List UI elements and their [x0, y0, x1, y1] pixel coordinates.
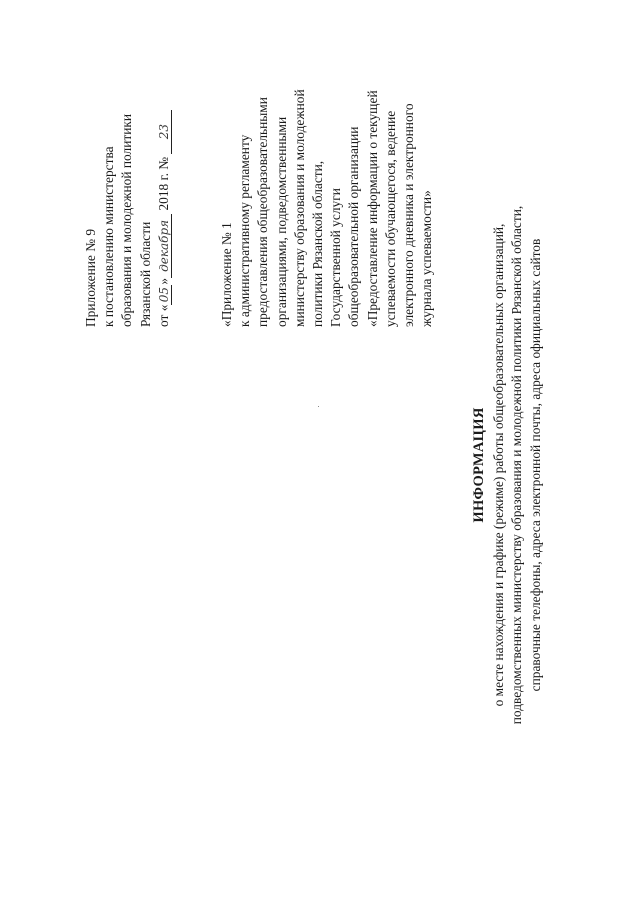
- annex-1-line: успеваемости обучающегося, ведение: [382, 110, 398, 327]
- annex-1-line: министерству образования и молодежной: [291, 89, 307, 327]
- information-line: о месте нахождения и графике (режиме) работы общеобразовательных организаций,: [491, 223, 507, 707]
- annex-9-line-3: образования и молодежной политики: [119, 113, 135, 327]
- annex-1-line: «Приложение № 1: [219, 222, 234, 327]
- annex-1-header: [218, 27, 436, 327]
- date-mid: »: [155, 277, 171, 285]
- information-heading: ИНФОРМАЦИЯ: [471, 407, 487, 523]
- annex-1-line: электронного дневника и электронного: [401, 103, 417, 327]
- handwritten-month: декабря: [157, 214, 172, 278]
- handwritten-day: 05: [157, 285, 172, 305]
- annex-1-line: организациями, подведомственными: [273, 116, 289, 327]
- annex-9-date-line: [155, 77, 173, 327]
- handwritten-number: 23: [157, 110, 172, 154]
- annex-1-line: предоставления общеобразовательными: [255, 97, 271, 327]
- information-section: [470, 165, 545, 765]
- annex-1-line: Государственной услуги: [328, 188, 344, 327]
- annex-1-line: журнала успеваемости»: [419, 190, 435, 327]
- annex-9-title: Приложение № 9: [83, 228, 98, 327]
- information-line: подведомственных министерству образования и молодежной политики Рязанской области,: [509, 205, 525, 725]
- annex-1-line: к административному регламенту: [237, 134, 253, 327]
- date-year: 2018 г. №: [155, 153, 171, 214]
- annex-9-header: [82, 77, 173, 327]
- scan-speck: [318, 406, 319, 407]
- annex-9-line-2: к постановлению министерства: [101, 146, 117, 327]
- annex-1-line: общеобразовательной организации: [346, 126, 362, 327]
- date-prefix: от «: [155, 304, 171, 327]
- annex-1-line: «Предоставление информации о текущей: [364, 90, 380, 327]
- annex-1-line: политики Рязанской области,: [310, 160, 326, 327]
- annex-9-line-4: Рязанской области: [137, 221, 153, 327]
- information-line: справочные телефоны, адреса электронной почты, адреса официальных сайтов: [527, 238, 543, 692]
